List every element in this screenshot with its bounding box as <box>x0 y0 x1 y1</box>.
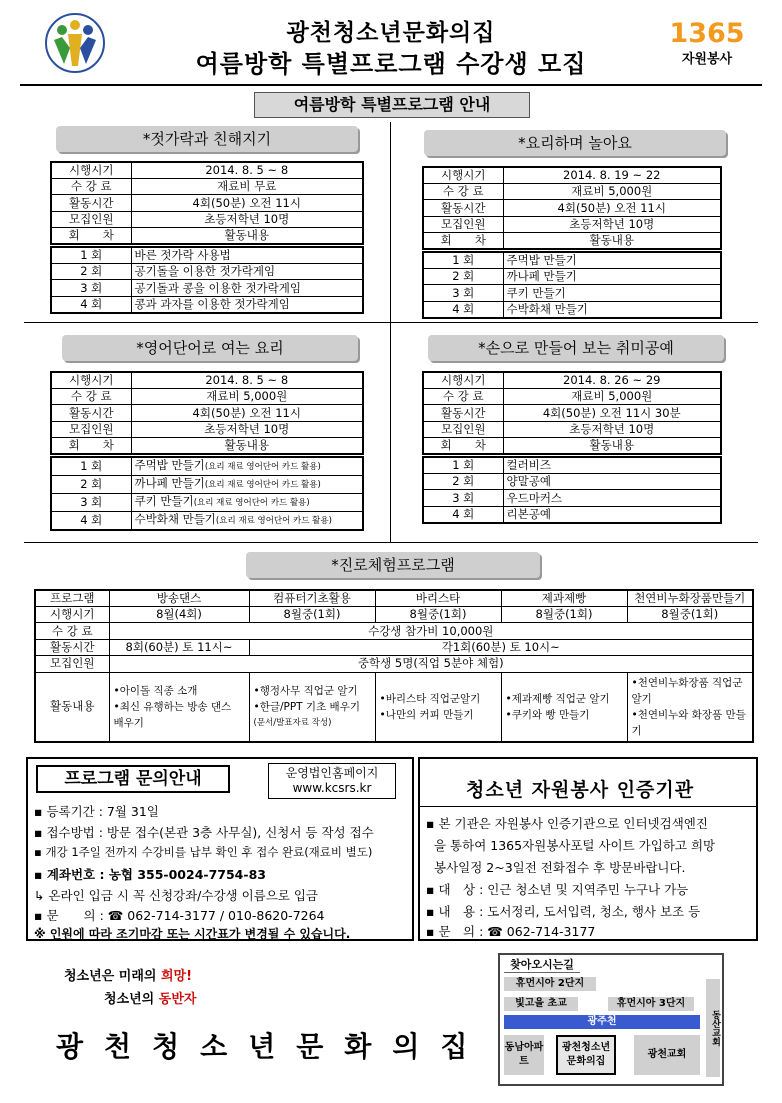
session-table: 1 회 컬러비즈 2 회 양말공예 3 회 우드마커스 4 회 리본공예 <box>422 456 722 524</box>
row-divider <box>24 542 758 543</box>
volunteer-line: ▪ 내 용 : 도서정리, 도서입력, 청소, 행사 보조 등 <box>426 904 701 919</box>
program-title: *영어단어로 여는 요리 <box>62 335 358 361</box>
map-label: 동남아파트 <box>504 1035 544 1075</box>
main-title: 여름방학 특별프로그램 수강생 모집 <box>195 50 587 78</box>
row-divider <box>24 322 758 323</box>
volunteer-line: ▪ 문 의 : ☎ 062-714-3177 <box>426 924 596 939</box>
inquiry-line: ▪ 접수방법 : 방문 접수(본관 3층 사무실), 신청서 등 작성 접수 <box>34 825 374 840</box>
map-title: 찾아오시는길 <box>504 958 580 973</box>
inquiry-line: ▪ 개강 1주일 전까지 수강비를 납부 확인 후 접수 완료(재료비 별도) <box>34 845 373 859</box>
map-destination: 광천청소년문화의집 <box>556 1035 616 1075</box>
program-table: 시행시기 2014. 8. 5 ~ 8 수 강 료 재료비 무료 활동시간 4회(50분) 오전 11시 모집인원 초등저학년 10명 회 차 활동내용 <box>50 161 364 245</box>
session-table: 1 회 바른 젓가락 사용법 2 회 공기돌을 이용한 젓가락게임 3 회 공기돌과 콩을 이용한 젓가락게임 4 회 콩과 과자를 이용한 젓가락게임 <box>50 246 364 314</box>
inquiry-line: ↳ 온라인 입금 시 꼭 신청강좌/수강생 이름으로 입금 <box>34 888 318 903</box>
inquiry-line: ※ 인원에 따라 조기마감 또는 시간표가 변경될 수 있습니다. <box>34 927 351 941</box>
column-divider <box>390 122 391 322</box>
slogan-line: 청소년의 동반자 <box>104 992 197 1007</box>
program-banner: 여름방학 특별프로그램 안내 <box>254 92 530 118</box>
homepage-link[interactable]: www.kcsrs.kr <box>292 781 372 795</box>
program-title: *손으로 만들어 보는 취미공예 <box>428 335 724 361</box>
volunteer-line: ▪ 본 기관은 자원봉사 인증기관으로 인터넷검색엔진 <box>426 816 708 831</box>
map-river: 광주천 <box>504 1015 700 1029</box>
career-title: *진로체험프로그램 <box>246 552 540 578</box>
inquiry-line: ▪ 문 의 : ☎ 062-714-3177 / 010-8620-7264 <box>34 908 325 923</box>
map-label: 빛고을 초교 <box>504 997 578 1011</box>
map-label: 휴먼시아 2단지 <box>504 977 596 991</box>
column-divider <box>390 322 391 542</box>
inquiry-line: ▪ 등록기간 : 7월 31일 <box>34 804 159 819</box>
map-label: 동산교회 <box>706 979 720 1077</box>
map-label: 광천교회 <box>634 1035 700 1075</box>
header-divider <box>20 84 762 86</box>
career-table: 프로그램 방송댄스 컴퓨터기초활용 바리스타 제과제빵 천연비누화장품만들기 시행시기 8월(4회) 8월중(1회) 8월중(1회) 8월중(1회) 8월중(1회) 수 강 료 수강생 참가비 10,000원 활동시간 8회(60분) 토 11시~ 각1회(60분) 토 10시~ 모집인원 중학생 5명(직업 5분야 체험) 활동내용 •아이돌 직종 소개 •최신 유행하는 방송 댄스 배우기 •행정사무 직업군 알기 •한글/PPT 기초 배우기 (문서/발표자료 작성) •바리스타 직업군알기 •나만의 커피 만들기 •제과제빵 직업군 알기 •쿠키와 빵 만들기 •천연비누화장품 직업군 알기 •천연비누와 화장품 만들기 <box>34 589 754 743</box>
homepage-box: 운영법인홈페이지 www.kcsrs.kr <box>268 763 396 799</box>
volunteer-divider <box>420 806 756 807</box>
volunteer-line: 봉사일정 2~3일전 전화접수 후 방문바랍니다. <box>434 860 686 875</box>
volunteer-line: ▪ 대 상 : 인근 청소년 및 지역주민 누구나 가능 <box>426 882 689 897</box>
volunteer-line: 을 통하여 1365자원봉사포털 사이트 가입하고 희망 <box>434 838 716 853</box>
footer-org-name: 광천청소년문화의집 <box>56 1030 489 1063</box>
session-table: 1 회 주먹밥 만들기(요리 재료 영어단어 카드 활용) 2 회 까나페 만들기(요리 재료 영어단어 카드 활용) 3 회 쿠키 만들기(요리 재료 영어단어 카드 활용) 4 회 수박화채 만들기(요리 재료 영어단어 카드 활용) <box>50 456 364 531</box>
program-table: 시행시기 2014. 8. 26 ~ 29 수 강 료 재료비 5,000원 활동시간 4회(50분) 오전 11시 30분 모집인원 초등저학년 10명 회 차 활동내용 <box>422 371 722 455</box>
location-map <box>498 953 724 1086</box>
inquiry-title: 프로그램 문의안내 <box>36 765 230 793</box>
map-label: 휴먼시아 3단지 <box>608 997 694 1011</box>
program-title: *젓가락과 친해지기 <box>56 126 358 152</box>
program-title: *요리하며 놀아요 <box>424 130 726 156</box>
program-table: 시행시기 2014. 8. 19 ~ 22 수 강 료 재료비 5,000원 활동시간 4회(50분) 오전 11시 모집인원 초등저학년 10명 회 차 활동내용 <box>422 166 722 250</box>
inquiry-line: ▪ 계좌번호 : 농협 355-0024-7754-83 <box>34 867 266 882</box>
org-title: 광천청소년문화의집 <box>286 20 496 46</box>
session-table: 1 회 주먹밥 만들기 2 회 까나페 만들기 3 회 쿠키 만들기 4 회 수박화채 만들기 <box>422 251 722 319</box>
program-table: 시행시기 2014. 8. 5 ~ 8 수 강 료 재료비 5,000원 활동시간 4회(50분) 오전 11시 모집인원 초등저학년 10명 회 차 활동내용 <box>50 371 364 455</box>
slogan-line: 청소년은 미래의 희망! <box>64 969 193 984</box>
volunteer-title: 청소년 자원봉사 인증기관 <box>466 779 695 801</box>
volunteer-1365-logo: 1365 자원봉사 <box>669 18 745 67</box>
